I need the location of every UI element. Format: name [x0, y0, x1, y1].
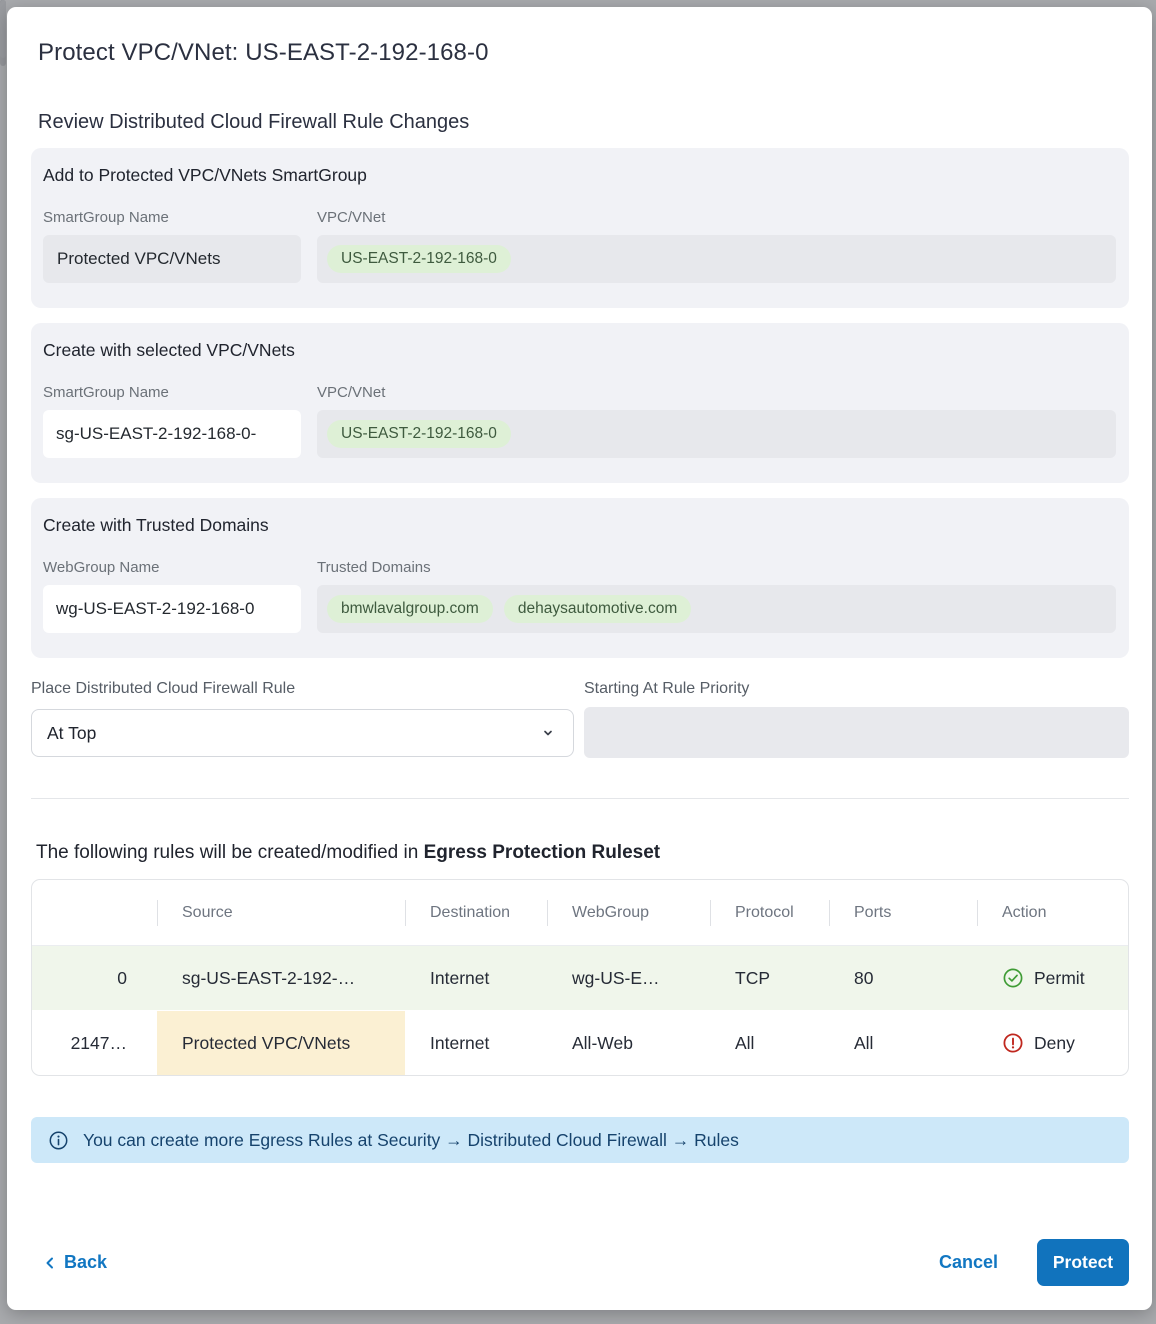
section-title: Add to Protected VPC/VNets SmartGroup [43, 165, 367, 185]
trusted-domains-field [317, 585, 1116, 633]
rule-ports-cell: 80 [854, 967, 874, 988]
source-column-header: Source [157, 880, 405, 945]
section-title: Create with Trusted Domains [43, 515, 269, 535]
rule-ports-cell: All [854, 1032, 874, 1053]
table-row [32, 946, 1128, 1011]
rules-intro [36, 842, 1129, 864]
smartgroup-name-label: SmartGroup Name [43, 384, 169, 401]
cancel-button[interactable]: Cancel [938, 1252, 998, 1272]
rule-action-label: Deny [1034, 1032, 1075, 1053]
section-create-with-trusted-domains [31, 498, 1129, 658]
rule-protocol-cell: TCP [735, 967, 770, 988]
action-column-header: Action [977, 880, 1128, 945]
destination-column-header: Destination [405, 880, 547, 945]
vpc-vnet-label: VPC/VNet [317, 384, 386, 401]
dialog-subtitle: Review Distributed Cloud Firewall Rule Changes [38, 111, 470, 133]
smartgroup-name-label: SmartGroup Name [43, 209, 169, 226]
rule-priority-cell: 0 [117, 967, 127, 988]
webgroup-name-input[interactable] [43, 585, 301, 633]
vpc-vnet-label: VPC/VNet [317, 209, 386, 226]
rule-action-cell [977, 1011, 1128, 1075]
vpc-tag: US-EAST-2-192-168-0 [327, 245, 511, 273]
domain-tag: bmwlavalgroup.com [327, 595, 493, 623]
protect-button[interactable]: Protect [1037, 1239, 1129, 1286]
smartgroup-name-input[interactable] [43, 410, 301, 458]
webgroup-column-header: WebGroup [547, 880, 710, 945]
deny-alert-circle-icon [1002, 1032, 1024, 1054]
permit-check-circle-icon [1002, 967, 1024, 989]
backdrop-fragment [0, 0, 6, 58]
section-title: Create with selected VPC/VNets [43, 340, 295, 360]
ports-column-header: Ports [829, 880, 977, 945]
back-button[interactable] [43, 1252, 107, 1273]
protocol-column-header: Protocol [710, 880, 829, 945]
chevron-left-icon [43, 1255, 57, 1271]
rule-source-cell: sg-US-EAST-2-192-… [182, 967, 356, 988]
rules-table [31, 879, 1129, 1076]
webgroup-name-label: WebGroup Name [43, 559, 160, 576]
rule-webgroup-cell: All-Web [572, 1032, 633, 1053]
rule-priority-input [584, 707, 1129, 758]
chevron-down-icon [538, 723, 558, 743]
info-banner-text: You can create more Egress Rules at Security → Distributed Cloud Firewall → Rules [83, 1129, 739, 1150]
divider [31, 798, 1129, 799]
rule-destination-cell: Internet [430, 967, 490, 988]
rule-action-cell [977, 946, 1128, 1010]
dialog-title: Protect VPC/VNet: US-EAST-2-192-168-0 [38, 39, 489, 66]
section-add-to-protected-smartgroup [31, 148, 1129, 308]
rules-intro-text: The following rules will be created/modified in [36, 842, 424, 863]
rule-priority-label: Starting At Rule Priority [584, 680, 750, 697]
domain-tag: dehaysautomotive.com [504, 595, 691, 623]
vpc-vnet-field [317, 235, 1116, 283]
placement-select[interactable] [31, 709, 574, 757]
trusted-domains-label: Trusted Domains [317, 559, 431, 576]
rule-source-cell: Protected VPC/VNets [157, 1011, 405, 1075]
table-row [32, 1011, 1128, 1075]
placement-select-value: At Top [47, 722, 97, 743]
rule-destination-cell: Internet [430, 1032, 490, 1053]
info-icon [48, 1130, 69, 1151]
vpc-tag: US-EAST-2-192-168-0 [327, 420, 511, 448]
table-header-row [32, 880, 1128, 946]
vpc-vnet-field [317, 410, 1116, 458]
placement-label: Place Distributed Cloud Firewall Rule [31, 680, 296, 697]
rule-action-label: Permit [1034, 967, 1085, 988]
dialog-footer [31, 1239, 1129, 1286]
priority-column-header [32, 880, 157, 945]
rule-protocol-cell: All [735, 1032, 755, 1053]
ruleset-name: Egress Protection Ruleset [423, 842, 661, 863]
back-button-label: Back [64, 1252, 108, 1272]
section-create-with-selected-vpcs [31, 323, 1129, 483]
rule-webgroup-cell: wg-US-E… [572, 967, 660, 988]
info-banner [31, 1117, 1129, 1163]
smartgroup-name-field: Protected VPC/VNets [43, 235, 301, 283]
protect-vpc-dialog [7, 7, 1152, 1310]
rule-priority-cell: 2147… [70, 1032, 127, 1053]
